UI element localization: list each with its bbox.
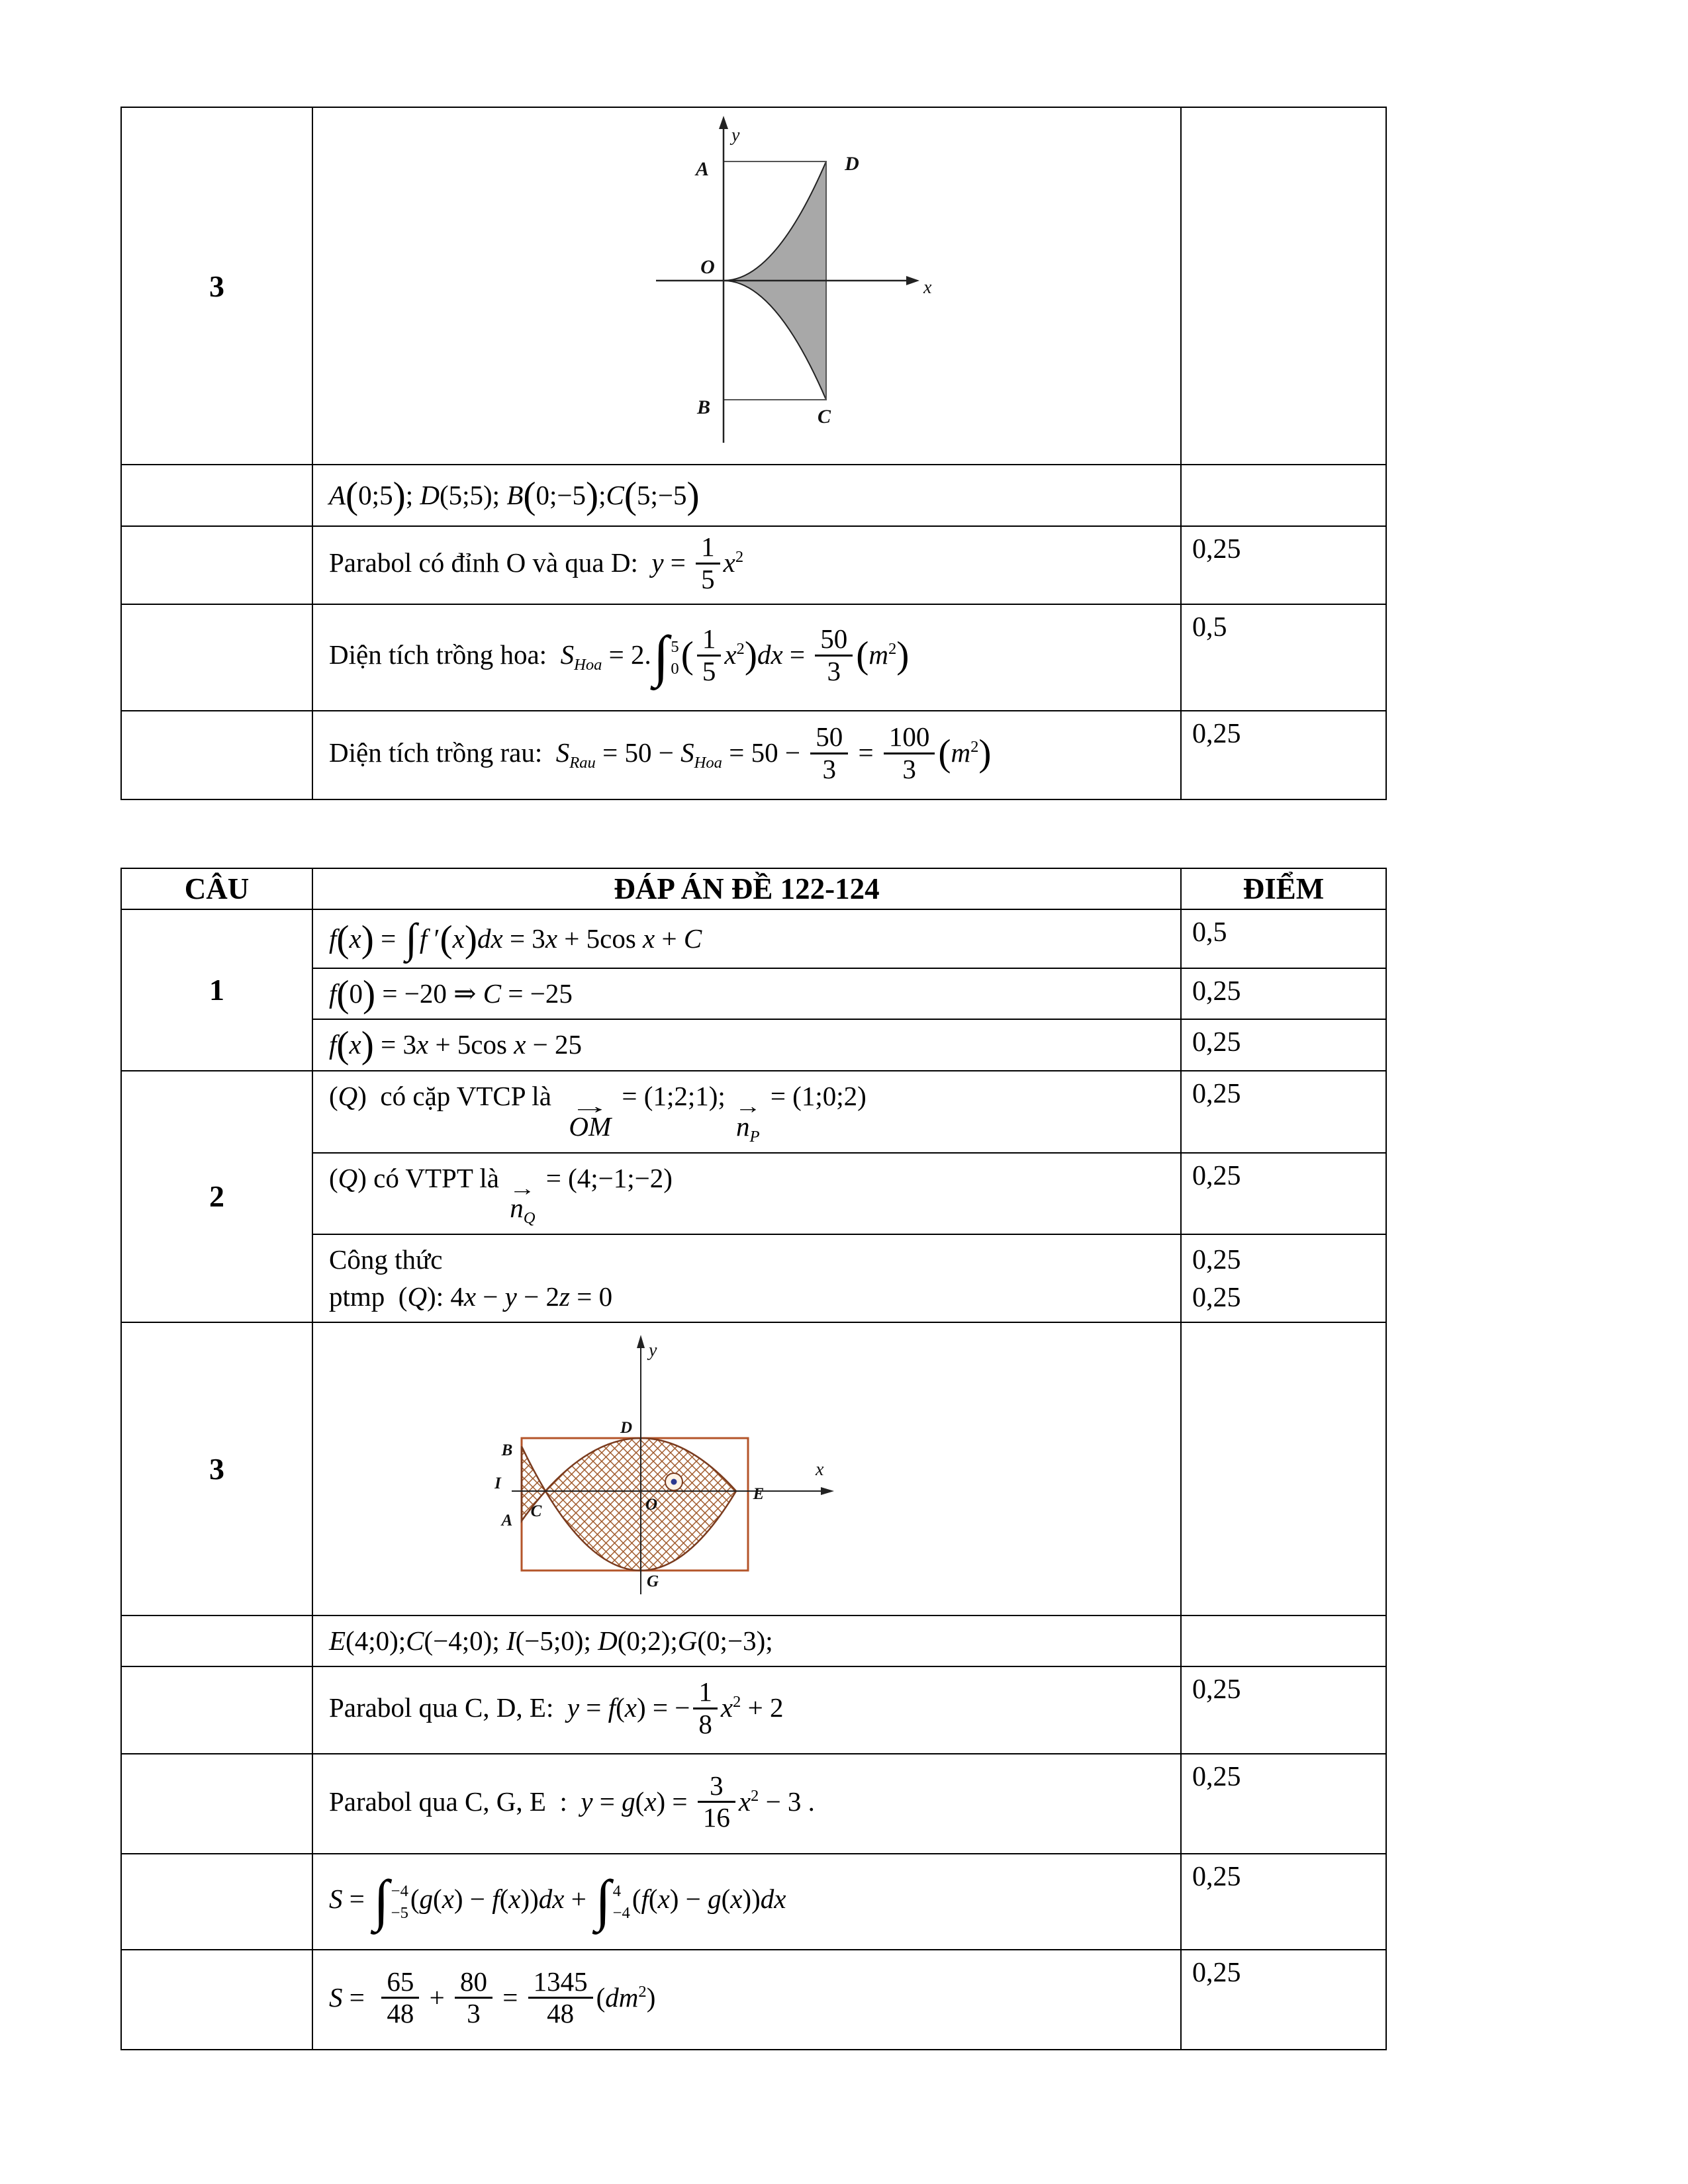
question-number-2: 2: [121, 1071, 312, 1322]
score-value: 0,25: [1181, 1071, 1386, 1153]
point-label-i: I: [494, 1475, 501, 1493]
score-value: 0,5: [1181, 604, 1386, 711]
question-number-empty: [121, 1615, 312, 1666]
point-label-a: A: [501, 1512, 513, 1530]
question-number-empty: [121, 1754, 312, 1854]
figure-fish-region: [455, 1332, 872, 1605]
answer-ptmp: [312, 1234, 1181, 1322]
score-cell-empty: [1181, 1615, 1386, 1666]
question-number-empty: [121, 1854, 312, 1950]
question-number-3: 3: [121, 1322, 312, 1615]
answer-parabol: Parabol có đỉnh O và qua D: y = $\frac{1}{5}$ $x^2$: [312, 526, 1181, 604]
score-cell-empty: [1181, 1322, 1386, 1615]
y-axis-arrow-icon: [719, 116, 728, 129]
table2-figure-row: [121, 1322, 1386, 1615]
header-title: ĐÁP ÁN ĐỀ 122-124: [312, 868, 1181, 909]
score-value: 0,5: [1181, 909, 1386, 968]
x-axis-arrow-icon: [821, 1487, 834, 1495]
answer-fx-final: f(x) = 3x + 5cos x − 25: [312, 1019, 1181, 1070]
point-label-d: D: [620, 1419, 633, 1437]
answer-congthuc-line: Công thức: [329, 1244, 443, 1275]
question-number-3: 3: [121, 107, 312, 465]
score-value: 0,25: [1181, 526, 1386, 604]
point-label-b: B: [501, 1441, 513, 1460]
point-label-c: C: [530, 1502, 542, 1521]
origin-label: O: [700, 256, 715, 278]
answer-vtcp: (Q) có cặp VTCP là → OM = (1;2;1); → $n_P$ = (1;0;2): [312, 1071, 1181, 1153]
score-value: 0,25: [1181, 1754, 1386, 1854]
answer-area-integral: S = ∫ −4 −5 (g(x) − f(x))dx + ∫ 4 −4 (f(x) − g(x))dx: [312, 1854, 1181, 1950]
score-value: 0,25: [1192, 1245, 1241, 1276]
answer-f0: f(0) = −20 ⇒ C = −25: [312, 968, 1181, 1019]
answer-table-1: [120, 107, 1387, 800]
answer-hoa: Diện tích trồng hoa: $S_{Hoa} = 2$. ∫ 5 0 ( $\frac{1}{5}$ $x^2)dx$ = $\frac{50}{3}$ $(m^2)$: [312, 604, 1181, 711]
table2-row-area-result: [121, 1950, 1386, 2050]
score-cell-empty: [1181, 465, 1386, 526]
score-value: 0,25: [1192, 1283, 1241, 1314]
answer-rau: Diện tích trồng rau: $S_{Rau} = 50 - S_{Hoa} = 50$ − $\frac{50}{3}$ = $\frac{100}{3}$ $(m^2)$: [312, 711, 1181, 799]
header-cau: CÂU: [121, 868, 312, 909]
point-label-b: B: [696, 396, 711, 418]
table2-header-row: [121, 868, 1386, 909]
table2-row-1: [121, 909, 1386, 968]
table1-row-parabol: [121, 526, 1386, 604]
table1-row-coords: [121, 465, 1386, 526]
table1-figure-row: [121, 107, 1386, 465]
score-cell-double: [1181, 1234, 1386, 1322]
figure1-svg: [624, 112, 968, 451]
question-number-empty: [121, 711, 312, 799]
answer-vtpt: (Q) có VTPT là → $n_Q$ = (4;−1;−2): [312, 1153, 1181, 1235]
point-label-a: A: [695, 158, 710, 180]
table1-row-hoa: [121, 604, 1386, 711]
answer-parabol-cde: Parabol qua C, D, E: y = f(x) = − $\frac{1}{8}$ $x^2 + 2$: [312, 1666, 1181, 1754]
table2-row-parabol-cde: [121, 1666, 1386, 1754]
question-number-empty: [121, 1950, 312, 2050]
answer-parabol-cge: Parabol qua C, G, E : y = g(x) = $\frac{3}{16}$ $x^2 - 3$ .: [312, 1754, 1181, 1854]
score-value: 0,25: [1181, 711, 1386, 799]
score-value: 0,25: [1181, 968, 1386, 1019]
question-number-empty: [121, 604, 312, 711]
y-axis-label: y: [731, 125, 740, 146]
x-axis-label: x: [816, 1459, 824, 1480]
figure1-cell: [312, 107, 1181, 465]
table2-row-area-integral: [121, 1854, 1386, 1950]
point-label-e: E: [753, 1485, 765, 1504]
score-cell-empty: [1181, 107, 1386, 465]
score-value: 0,25: [1181, 1854, 1386, 1950]
table2-row-4: [121, 1071, 1386, 1153]
score-value: 0,25: [1181, 1666, 1386, 1754]
point-label-d: D: [845, 153, 859, 175]
score-value: 0,25: [1181, 1950, 1386, 2050]
score-value: 0,25: [1181, 1019, 1386, 1070]
question-number-1: 1: [121, 909, 312, 1071]
question-number-empty: [121, 465, 312, 526]
header-diem: ĐIỂM: [1181, 868, 1386, 909]
figure2-svg: [455, 1332, 872, 1596]
figure2-cell: [312, 1322, 1181, 1615]
table1-row-rau: [121, 711, 1386, 799]
origin-label: O: [645, 1496, 658, 1514]
figure-parabola-garden: [624, 112, 968, 460]
answer-area-result: S = $\frac{65}{48}$ + $\frac{80}{3}$ = $\frac{1345}{48}$ $(dm^2)$: [312, 1950, 1181, 2050]
answer-fish-coords: E(4;0);C(−4;0); I(−5;0); D(0;2);G(0;−3);: [312, 1615, 1181, 1666]
question-number-empty: [121, 1666, 312, 1754]
question-number-empty: [121, 526, 312, 604]
score-value: 0,25: [1181, 1153, 1386, 1235]
x-axis-label: x: [923, 277, 932, 298]
answer-table-2: [120, 868, 1387, 2050]
fish-eye-dot: [671, 1479, 677, 1485]
x-axis-arrow-icon: [906, 276, 919, 285]
point-label-g: G: [646, 1572, 659, 1591]
answer-ptmp-line: ptmp (Q): 4x − y − 2z = 0: [329, 1281, 613, 1312]
answer-fx-integral: f(x) = ∫f ′(x)dx = 3x + 5cos x + C: [312, 909, 1181, 968]
table2-row-parabol-cge: [121, 1754, 1386, 1854]
answer-coords: A(0;5); D(5;5); B(0;−5);C(5;−5): [312, 465, 1181, 526]
y-axis-arrow-icon: [637, 1335, 645, 1348]
point-label-c: C: [817, 406, 831, 428]
table2-row-coords: [121, 1615, 1386, 1666]
y-axis-label: y: [649, 1340, 657, 1361]
